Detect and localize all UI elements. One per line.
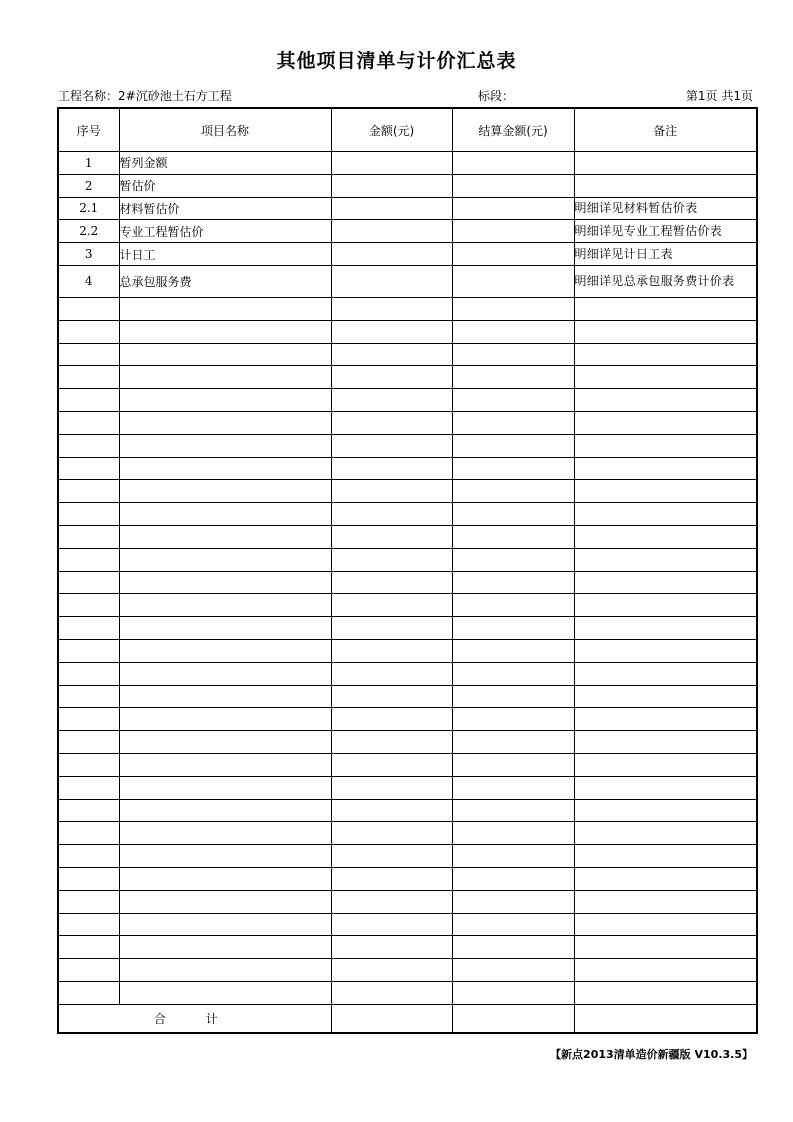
table-header-row	[58, 108, 757, 152]
empty-row	[58, 571, 757, 594]
row-name: 计日工	[119, 243, 331, 266]
empty-row	[58, 753, 757, 776]
table-row	[58, 265, 757, 297]
empty-cell	[574, 936, 757, 959]
empty-cell	[574, 731, 757, 754]
empty-cell	[574, 548, 757, 571]
total-row	[58, 1004, 757, 1033]
empty-row	[58, 708, 757, 731]
empty-cell	[331, 617, 452, 640]
empty-cell	[119, 480, 331, 503]
empty-cell	[331, 662, 452, 685]
empty-cell	[119, 822, 331, 845]
empty-cell	[452, 890, 574, 913]
empty-cell	[58, 936, 119, 959]
empty-cell	[452, 708, 574, 731]
empty-cell	[58, 981, 119, 1004]
empty-cell	[331, 639, 452, 662]
empty-cell	[58, 913, 119, 936]
empty-cell	[119, 457, 331, 480]
empty-row	[58, 776, 757, 799]
empty-cell	[331, 297, 452, 320]
empty-row	[58, 913, 757, 936]
empty-row	[58, 617, 757, 640]
empty-cell	[452, 776, 574, 799]
empty-cell	[119, 320, 331, 343]
empty-cell	[574, 503, 757, 526]
empty-row	[58, 411, 757, 434]
row-no: 3	[58, 243, 119, 266]
empty-cell	[452, 571, 574, 594]
empty-row	[58, 480, 757, 503]
row-remark	[574, 174, 757, 197]
empty-cell	[331, 981, 452, 1004]
empty-cell	[331, 890, 452, 913]
empty-cell	[119, 753, 331, 776]
empty-row	[58, 434, 757, 457]
row-name: 暂列金额	[119, 152, 331, 175]
empty-cell	[331, 548, 452, 571]
empty-cell	[331, 366, 452, 389]
empty-cell	[58, 594, 119, 617]
table-row	[58, 152, 757, 175]
empty-cell	[119, 503, 331, 526]
empty-cell	[58, 411, 119, 434]
empty-row	[58, 981, 757, 1004]
empty-cell	[331, 320, 452, 343]
row-settlement	[452, 152, 574, 175]
row-settlement	[452, 197, 574, 220]
empty-cell	[452, 753, 574, 776]
empty-cell	[119, 297, 331, 320]
empty-cell	[331, 434, 452, 457]
empty-cell	[119, 343, 331, 366]
empty-cell	[331, 799, 452, 822]
empty-cell	[574, 913, 757, 936]
empty-cell	[452, 799, 574, 822]
empty-cell	[119, 617, 331, 640]
empty-cell	[574, 867, 757, 890]
empty-cell	[119, 776, 331, 799]
empty-cell	[574, 594, 757, 617]
empty-cell	[574, 685, 757, 708]
empty-cell	[58, 685, 119, 708]
empty-cell	[452, 343, 574, 366]
empty-cell	[452, 936, 574, 959]
page-title: 其他项目清单与计价汇总表	[276, 50, 517, 72]
empty-cell	[58, 753, 119, 776]
table-row	[58, 174, 757, 197]
empty-row	[58, 594, 757, 617]
header-name: 项目名称	[119, 108, 331, 152]
row-no: 2.2	[58, 220, 119, 243]
empty-cell	[452, 685, 574, 708]
empty-cell	[119, 639, 331, 662]
empty-cell	[452, 411, 574, 434]
project-name: 工程名称：2#沉砂池土石方工程	[58, 89, 232, 103]
empty-cell	[331, 731, 452, 754]
empty-cell	[58, 503, 119, 526]
empty-cell	[58, 799, 119, 822]
empty-cell	[58, 389, 119, 412]
row-remark	[574, 152, 757, 175]
empty-cell	[452, 639, 574, 662]
empty-cell	[119, 525, 331, 548]
empty-cell	[574, 525, 757, 548]
table-row	[58, 243, 757, 266]
empty-cell	[331, 845, 452, 868]
empty-cell	[574, 617, 757, 640]
row-amount	[331, 197, 452, 220]
row-remark: 明细详见总承包服务费计价表	[574, 265, 757, 297]
empty-cell	[452, 913, 574, 936]
empty-cell	[574, 480, 757, 503]
row-settlement	[452, 220, 574, 243]
empty-cell	[58, 662, 119, 685]
empty-cell	[452, 822, 574, 845]
empty-cell	[58, 571, 119, 594]
row-no: 2.1	[58, 197, 119, 220]
empty-cell	[58, 959, 119, 982]
empty-cell	[574, 662, 757, 685]
empty-row	[58, 936, 757, 959]
empty-cell	[58, 639, 119, 662]
header-amount: 金额(元)	[331, 108, 452, 152]
row-no: 1	[58, 152, 119, 175]
empty-cell	[58, 457, 119, 480]
empty-cell	[58, 548, 119, 571]
empty-cell	[331, 389, 452, 412]
empty-cell	[119, 913, 331, 936]
empty-cell	[452, 320, 574, 343]
empty-row	[58, 457, 757, 480]
table-row	[58, 197, 757, 220]
empty-cell	[331, 959, 452, 982]
row-name: 材料暂估价	[119, 197, 331, 220]
empty-cell	[119, 366, 331, 389]
empty-cell	[331, 571, 452, 594]
empty-row	[58, 822, 757, 845]
empty-cell	[119, 685, 331, 708]
empty-cell	[452, 548, 574, 571]
empty-row	[58, 845, 757, 868]
empty-cell	[58, 617, 119, 640]
empty-cell	[119, 662, 331, 685]
empty-cell	[119, 890, 331, 913]
empty-row	[58, 297, 757, 320]
empty-cell	[58, 480, 119, 503]
empty-cell	[331, 685, 452, 708]
header-remark: 备注	[574, 108, 757, 152]
header-settlement: 结算金额(元)	[452, 108, 574, 152]
row-settlement	[452, 174, 574, 197]
row-amount	[331, 152, 452, 175]
empty-row	[58, 731, 757, 754]
row-name: 总承包服务费	[119, 265, 331, 297]
empty-cell	[331, 913, 452, 936]
row-remark: 明细详见材料暂估价表	[574, 197, 757, 220]
row-no: 2	[58, 174, 119, 197]
empty-cell	[119, 731, 331, 754]
empty-row	[58, 389, 757, 412]
empty-cell	[452, 731, 574, 754]
empty-cell	[452, 297, 574, 320]
empty-cell	[119, 867, 331, 890]
empty-cell	[452, 845, 574, 868]
empty-cell	[574, 959, 757, 982]
empty-cell	[119, 708, 331, 731]
empty-cell	[574, 434, 757, 457]
empty-cell	[331, 503, 452, 526]
empty-cell	[331, 480, 452, 503]
empty-cell	[574, 776, 757, 799]
empty-cell	[452, 503, 574, 526]
empty-cell	[452, 662, 574, 685]
row-remark: 明细详见专业工程暂估价表	[574, 220, 757, 243]
row-amount	[331, 265, 452, 297]
empty-cell	[574, 320, 757, 343]
empty-cell	[452, 434, 574, 457]
empty-cell	[331, 776, 452, 799]
empty-cell	[452, 525, 574, 548]
empty-row	[58, 685, 757, 708]
empty-cell	[331, 411, 452, 434]
row-amount	[331, 174, 452, 197]
empty-cell	[574, 297, 757, 320]
empty-cell	[574, 708, 757, 731]
row-name: 专业工程暂估价	[119, 220, 331, 243]
empty-cell	[58, 708, 119, 731]
empty-cell	[452, 981, 574, 1004]
empty-cell	[574, 639, 757, 662]
empty-cell	[331, 936, 452, 959]
empty-row	[58, 959, 757, 982]
empty-cell	[58, 731, 119, 754]
empty-cell	[574, 389, 757, 412]
empty-cell	[452, 959, 574, 982]
empty-cell	[119, 571, 331, 594]
empty-row	[58, 366, 757, 389]
empty-cell	[119, 389, 331, 412]
empty-cell	[58, 434, 119, 457]
empty-cell	[119, 981, 331, 1004]
empty-cell	[574, 890, 757, 913]
empty-row	[58, 548, 757, 571]
empty-cell	[452, 867, 574, 890]
header-no: 序号	[58, 108, 119, 152]
empty-cell	[331, 343, 452, 366]
empty-row	[58, 525, 757, 548]
empty-cell	[119, 434, 331, 457]
empty-cell	[574, 981, 757, 1004]
empty-cell	[58, 343, 119, 366]
empty-cell	[452, 366, 574, 389]
empty-cell	[452, 617, 574, 640]
empty-cell	[574, 845, 757, 868]
summary-table	[57, 107, 758, 1034]
total-label: 合 计	[58, 1004, 331, 1033]
empty-row	[58, 503, 757, 526]
empty-cell	[452, 594, 574, 617]
empty-cell	[331, 822, 452, 845]
empty-row	[58, 867, 757, 890]
empty-cell	[331, 867, 452, 890]
row-remark: 明细详见计日工表	[574, 243, 757, 266]
empty-row	[58, 343, 757, 366]
empty-row	[58, 890, 757, 913]
empty-cell	[119, 548, 331, 571]
empty-cell	[119, 799, 331, 822]
empty-cell	[574, 753, 757, 776]
empty-cell	[58, 890, 119, 913]
total-remark	[574, 1004, 757, 1033]
empty-cell	[331, 525, 452, 548]
empty-row	[58, 320, 757, 343]
empty-cell	[58, 822, 119, 845]
section-label: 标段：	[478, 89, 515, 103]
empty-cell	[331, 457, 452, 480]
empty-cell	[119, 959, 331, 982]
row-name: 暂估价	[119, 174, 331, 197]
table-row	[58, 220, 757, 243]
empty-cell	[574, 457, 757, 480]
empty-cell	[331, 708, 452, 731]
page-info: 第1页 共1页	[685, 89, 753, 103]
empty-cell	[58, 776, 119, 799]
total-amount	[331, 1004, 452, 1033]
empty-cell	[574, 366, 757, 389]
empty-cell	[574, 571, 757, 594]
software-footer: 【新点2013清单造价新疆版 V10.3.5】	[550, 1048, 753, 1061]
empty-cell	[452, 480, 574, 503]
empty-row	[58, 662, 757, 685]
empty-cell	[58, 320, 119, 343]
row-no: 4	[58, 265, 119, 297]
empty-cell	[119, 594, 331, 617]
row-amount	[331, 220, 452, 243]
empty-cell	[331, 753, 452, 776]
empty-cell	[58, 845, 119, 868]
empty-cell	[119, 411, 331, 434]
empty-cell	[574, 799, 757, 822]
row-amount	[331, 243, 452, 266]
empty-cell	[58, 366, 119, 389]
row-settlement	[452, 243, 574, 266]
total-settlement	[452, 1004, 574, 1033]
empty-cell	[574, 822, 757, 845]
empty-cell	[452, 389, 574, 412]
empty-cell	[119, 936, 331, 959]
empty-cell	[574, 343, 757, 366]
empty-row	[58, 639, 757, 662]
empty-cell	[58, 867, 119, 890]
empty-cell	[574, 411, 757, 434]
empty-row	[58, 799, 757, 822]
empty-cell	[119, 845, 331, 868]
empty-cell	[58, 297, 119, 320]
empty-cell	[452, 457, 574, 480]
empty-cell	[331, 594, 452, 617]
row-settlement	[452, 265, 574, 297]
empty-cell	[58, 525, 119, 548]
